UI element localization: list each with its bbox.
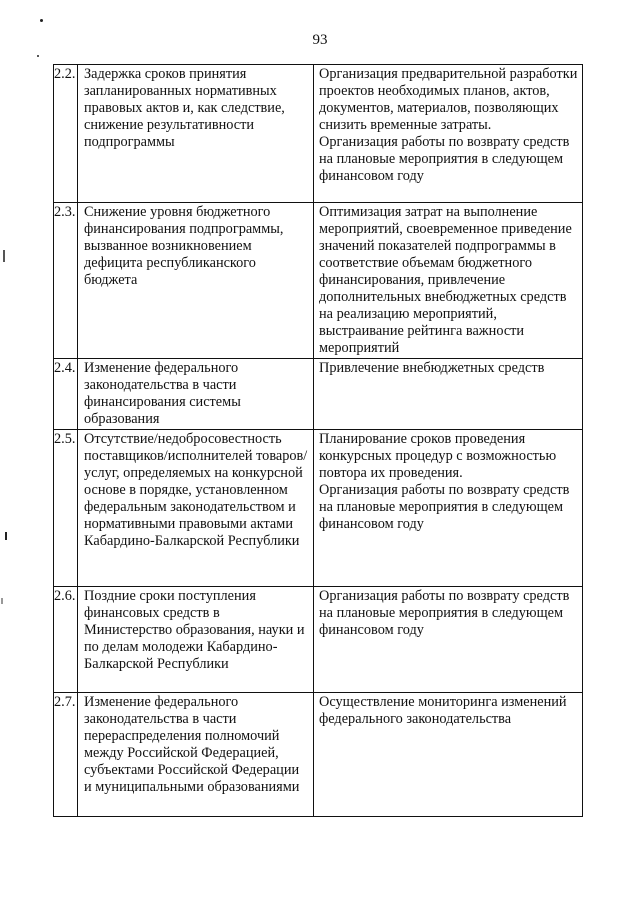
risk-cell: Задержка сроков принятия запланированных нормативных правовых актов и, как следствие, снижение результативности подпрограммы [78, 65, 314, 203]
measure-cell [314, 359, 583, 430]
risk-cell: Изменение федерального законодательства в части перераспределения полномочий между Российской Федерацией, субъектами Российской Федерации и муниципальными образованиями [78, 693, 314, 817]
row-number: 2.3. [54, 203, 78, 359]
risk-cell: Отсутствие/недобросовестность поставщиков/исполнителей товаров/услуг, определяемых на конкурсной основе в порядке, установленном федеральным законодательством и нормативными правовыми актами Кабардино-Балкарской Республики [78, 430, 314, 587]
measure-cell [314, 65, 583, 203]
measure-cell [314, 430, 583, 587]
measure-text: Осуществление мониторинга изменений федерального законодательства [319, 694, 567, 727]
table-row [54, 430, 583, 587]
page-number: 93 [312, 32, 328, 48]
margin-mark-bottom [1, 598, 3, 604]
measure-text: Организация работы по возврату средств на плановые мероприятия в следующем финансовом году [319, 482, 570, 532]
risk-cell: Изменение федерального законодательства в части финансирования системы образования [78, 359, 314, 430]
margin-mark-upper [3, 250, 5, 262]
table-row [54, 359, 583, 430]
row-number: 2.6. [54, 587, 78, 693]
table-row [54, 203, 583, 359]
measure-text: Привлечение внебюджетных средств [319, 360, 545, 376]
row-number: 2.2. [54, 65, 78, 203]
measure-text: Организация работы по возврату средств на плановые мероприятия в следующем финансовом году [319, 134, 570, 184]
margin-mark-lower [5, 532, 7, 540]
measure-text: Оптимизация затрат на выполнение мероприятий, своевременное приведение значений показателей подпрограммы в соответствие объемам бюджетного финансирования, привлечение дополнительных внебюджетных средств на реализацию мероприятий, выстраивание рейтинга важности мероприятий [319, 204, 572, 356]
scan-speck-side [37, 55, 39, 57]
scan-speck-top [40, 19, 43, 22]
measure-text: Планирование сроков проведения конкурсных процедур с возможностью повтора их проведения. [319, 431, 557, 481]
table-row [54, 65, 583, 203]
row-number: 2.7. [54, 693, 78, 817]
measure-cell [314, 693, 583, 817]
measure-cell [314, 203, 583, 359]
risk-cell: Снижение уровня бюджетного финансирования подпрограммы, вызванное возникновением дефицита республиканского бюджета [78, 203, 314, 359]
measure-text: Организация работы по возврату средств на плановые мероприятия в следующем финансовом году [319, 588, 570, 638]
risk-measures-table [53, 64, 583, 817]
row-number: 2.4. [54, 359, 78, 430]
measure-text: Организация предварительной разработки проектов необходимых планов, актов, документов, материалов, позволяющих снизить временные затраты. [319, 66, 578, 133]
row-number: 2.5. [54, 430, 78, 587]
measure-cell [314, 587, 583, 693]
table-row [54, 693, 583, 817]
risk-cell: Поздние сроки поступления финансовых средств в Министерство образования, науки и по делам молодежи Кабардино-Балкарской Республики [78, 587, 314, 693]
table-row [54, 587, 583, 693]
